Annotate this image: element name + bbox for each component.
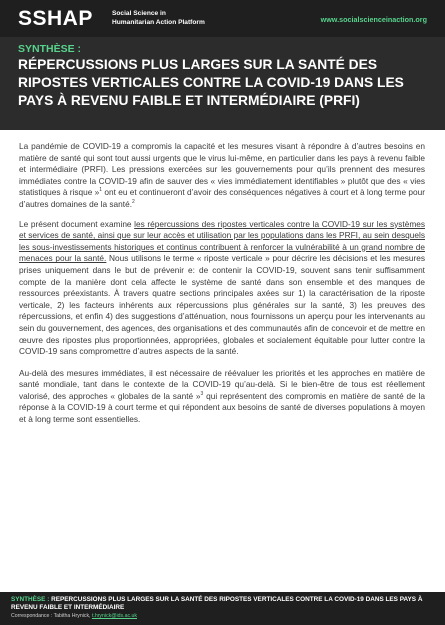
paragraph-2-text-b: Nous utilisons le terme « riposte verticale » pour décrire les décisions et les mesures prises uniquement dans le but de prévenir e: de contenir la COVID-19, souvent sans tenir suffisamment compte de la manière dont cela affecte le système de santé dans son ensemble et des manques de ressources préexistants. À travers quatre sections principales axées sur 1) la caractérisation de la riposte verticale, 2) les facteurs inhérents aux répercussions plus générales sur la santé, 3) les preuves des répercussions, et enfin 4) des suggestions d’atténuation, nous fournissons un aperçu pour les intervenants au sein du gouvernement, des agences, des organisations et des communautés afin de concevoir et de mettre en œuvre des ripostes plus proportionnées, appropriées, globales et socialement équitable pour lutter contre la COVID-19 sans compromettre d’autres aspects de la santé. (19, 253, 425, 357)
document-kicker: SYNTHÈSE : (18, 43, 82, 55)
paragraph-1-text-b: ont eu et continueront d’avoir des conséquences négatives à court et à long terme pour d’autres domaines de la santé. (19, 187, 425, 209)
footnote-ref-3[interactable]: 3 (200, 391, 204, 398)
paragraph-3-text-b: qui représentent des compromis en matière de santé de la réponse à la COVID-19 à court terme et qui répondent aux besoins de santé de diverses populations à moyen et à long terme sont essentielles. (19, 390, 426, 425)
paragraph-2-text-a: Le présent document examine (19, 218, 135, 229)
correspondence-email[interactable]: t.hrynick@ids.ac.uk (91, 613, 137, 619)
page-header (0, 0, 445, 37)
platform-tagline (112, 10, 205, 27)
footer-title-text: REPERCUSSIONS PLUS LARGES SUR LA SANTÉ DES RIPOSTES VERTICALES CONTRE LA COVID-19 DANS LES PAYS À REVENU FAIBLE ET INTERMÉDIAIRE (11, 596, 423, 611)
paragraph-3 (19, 368, 425, 426)
document-title: RÉPERCUSSIONS PLUS LARGES SUR LA SANTÉ DES RIPOSTES VERTICALES CONTRE LA COVID-19 DANS LES PAYS À REVENU FAIBLE ET INTERMÉDIAIRE (PRFI) (18, 57, 404, 108)
footnote-ref-1[interactable]: 1 (99, 187, 103, 194)
tagline-line-1: Social Science in (112, 10, 166, 17)
paragraph-2-underlined: les répercussions des ripostes verticales contre la COVID-19 sur les systèmes et services de santé, ainsi que sur leur accès et utilisation par les populations dans les PRFI, au sein desquels les sous-investissements historiques et continus contribuent à renforcer la vulnérabilité à un grand nombre de menaces pour la santé. (19, 218, 426, 264)
correspondence-label: Correspondance : Tabitha Hrynick, (11, 613, 92, 619)
title-block (0, 37, 445, 130)
body-text (19, 141, 425, 434)
paragraph-2 (19, 219, 425, 358)
footer-label: SYNTHÈSE : (11, 596, 50, 603)
tagline-line-2: Humanitarian Action Platform (112, 18, 205, 26)
footer-correspondence (11, 613, 137, 619)
paragraph-1-text-a: La pandémie de COVID-19 a compromis la capacité et les mesures visant à répondre à d’autres besoins en matière de santé qui sont tout aussi urgents que le virus lui-même, en particulier dans les pays à revenu faible et intermédiaire (PRFI). Les pressions exercées sur les gouvernements pour qu’ils prennent des mesures immédiates contre la COVID-19 afin de sauver des « vies immédiatement identifiables » plutôt que des « vies statistiques à risque » (19, 141, 425, 198)
paragraph-3-text-a: Au-delà des mesures immédiates, il est nécessaire de réévaluer les priorités et les approches en matière de santé mondiale, tant dans le contexte de la COVID-19 qu’au-delà. Si le bien-être de tous est réellement valorisé, des approches « globales de la santé » (19, 367, 425, 401)
footnote-ref-2[interactable]: 2 (132, 199, 135, 206)
paragraph-1 (19, 141, 425, 211)
footer-title (11, 596, 436, 612)
sshap-logo: SSHAP (18, 7, 93, 30)
page-footer (0, 592, 445, 625)
website-link[interactable]: www.socialscienceinaction.org (320, 15, 427, 24)
